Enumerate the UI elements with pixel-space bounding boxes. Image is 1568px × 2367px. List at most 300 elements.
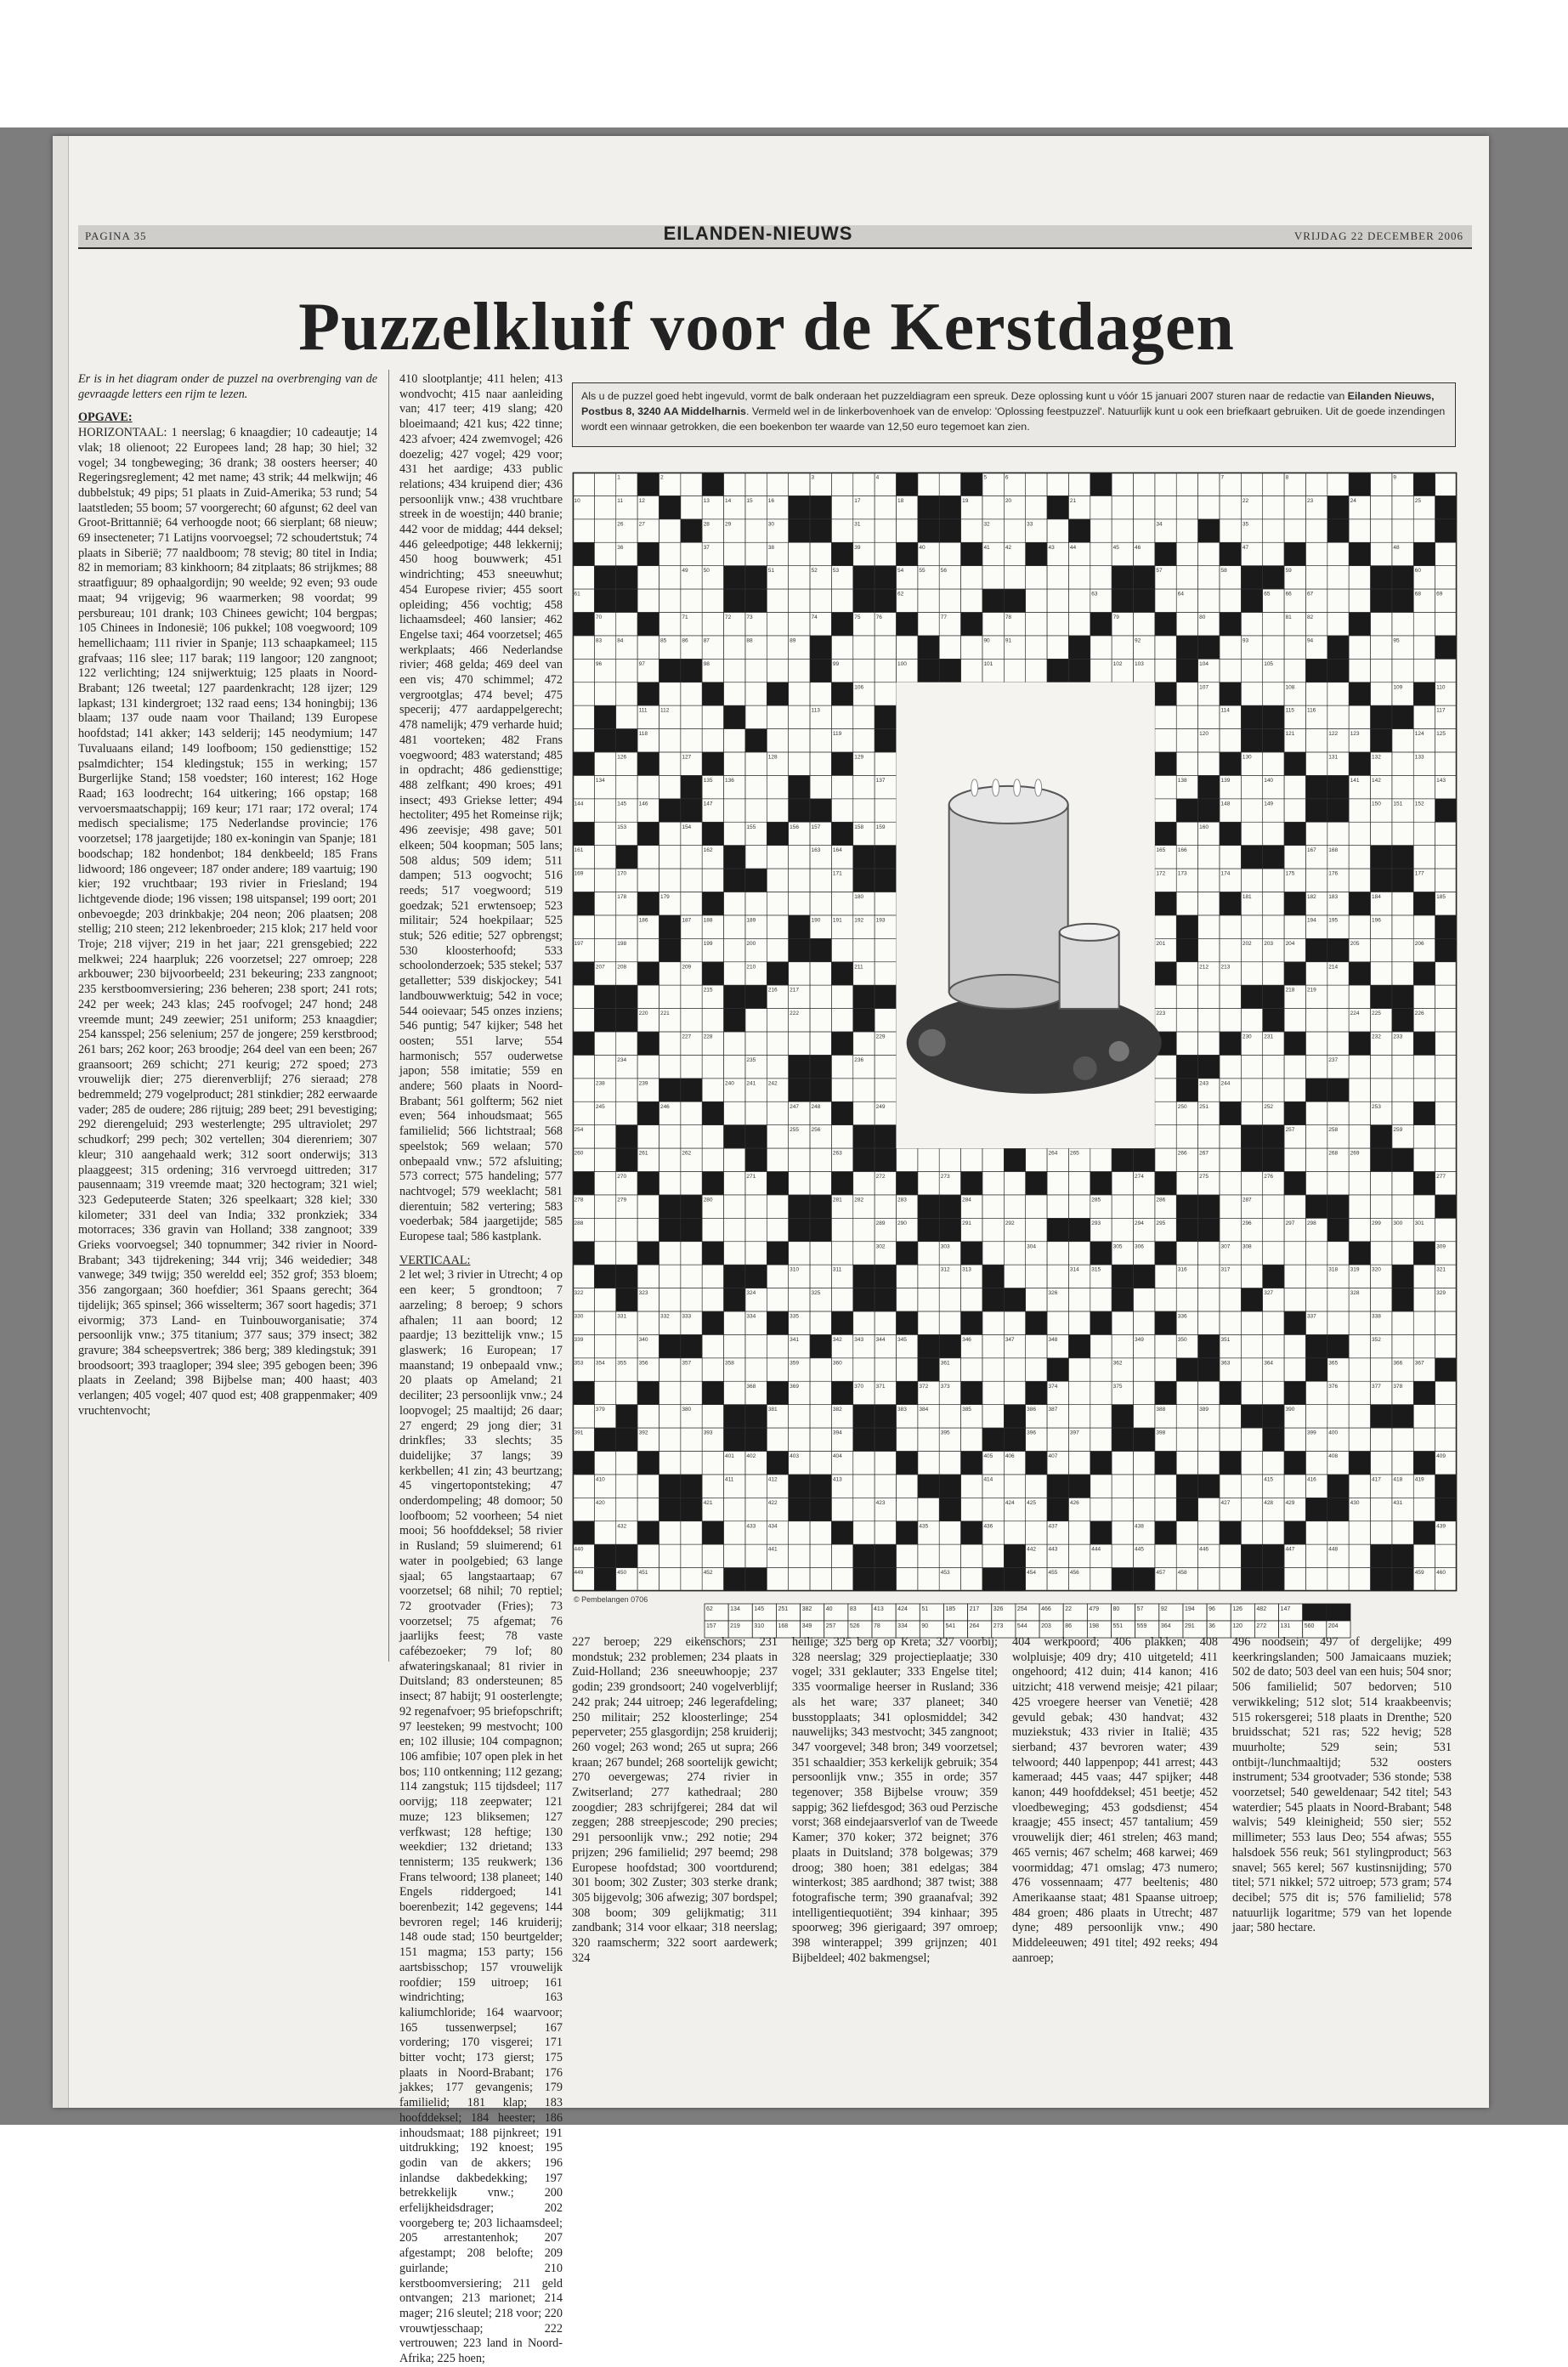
grid-block — [853, 985, 875, 1008]
cell-number: 139 — [1220, 777, 1231, 784]
cell-number: 396 — [1027, 1430, 1037, 1436]
cell-number: 211 — [854, 964, 863, 971]
cell-number: 450 — [617, 1570, 627, 1577]
cell-number: 394 — [832, 1430, 842, 1436]
cell-number: 32 — [983, 521, 990, 528]
grid-block — [1435, 1195, 1457, 1218]
cell-number: 442 — [1027, 1546, 1037, 1553]
cell-number: 263 — [832, 1150, 842, 1157]
grid-block — [1413, 473, 1435, 495]
grid-block — [1327, 775, 1349, 798]
grid-block — [702, 1311, 723, 1334]
cell-number: 389 — [1199, 1407, 1209, 1413]
cell-number: 82 — [1306, 614, 1314, 620]
grid-block — [1305, 1195, 1327, 1218]
cell-number: 142 — [1372, 777, 1381, 784]
grid-block — [745, 589, 767, 612]
grid-block — [1155, 1452, 1176, 1475]
cell-number: 399 — [1306, 1430, 1316, 1436]
cell-number: 46 — [1135, 544, 1141, 551]
cell-number: 328 — [1350, 1290, 1360, 1297]
grid-block — [875, 846, 896, 869]
grid-block — [767, 682, 788, 705]
newspaper-name: EILANDEN-NIEUWS — [663, 223, 853, 244]
cell-number: 225 — [1372, 1011, 1381, 1017]
cell-number: 359 — [790, 1360, 800, 1367]
cell-number: 236 — [854, 1056, 864, 1063]
grid-block — [637, 1452, 659, 1475]
cell-number: 258 — [1328, 1127, 1339, 1134]
cell-number: 165 — [1156, 847, 1166, 854]
issue-date: VRIJDAG 22 DECEMBER 2006 — [1293, 229, 1463, 242]
cell-number: 321 — [1436, 1266, 1446, 1273]
cell-number: 94 — [1306, 637, 1314, 644]
grid-block — [616, 1265, 637, 1288]
solution-cell-number: 257 — [825, 1623, 836, 1629]
grid-block — [1327, 1475, 1349, 1498]
cell-number: 444 — [1091, 1546, 1101, 1553]
solution-cell-number: 168 — [778, 1623, 789, 1629]
grid-block — [1349, 542, 1370, 565]
cell-number: 279 — [617, 1197, 627, 1203]
cell-number: 117 — [1436, 707, 1446, 714]
clues-column-2 — [399, 372, 563, 2367]
grid-block — [573, 1521, 594, 1544]
cell-number: 201 — [1156, 940, 1166, 947]
grid-block — [918, 659, 939, 682]
grid-block — [1241, 729, 1262, 752]
grid-block — [702, 822, 723, 845]
grid-block — [810, 1079, 831, 1101]
grid-block — [1155, 822, 1176, 845]
cell-number: 237 — [1328, 1056, 1339, 1063]
cell-number: 366 — [1393, 1360, 1403, 1367]
grid-block — [1392, 705, 1413, 728]
cell-number: 381 — [767, 1407, 778, 1413]
grid-block — [659, 495, 680, 518]
grid-block — [745, 1125, 767, 1148]
cell-number: 212 — [1199, 964, 1209, 971]
grid-block — [681, 1475, 702, 1498]
grid-block — [1220, 822, 1241, 845]
solution-cell-number: 541 — [945, 1623, 956, 1629]
cell-number: 47 — [1242, 544, 1249, 551]
grid-block — [1413, 1242, 1435, 1265]
grid-block — [616, 1288, 637, 1311]
grid-block — [1220, 1101, 1241, 1124]
grid-block — [724, 1568, 745, 1591]
grid-block — [1413, 542, 1435, 565]
cell-number: 57 — [1156, 568, 1163, 575]
cell-number: 49 — [682, 568, 688, 575]
cell-number: 161 — [574, 847, 584, 854]
cell-number: 377 — [1372, 1383, 1381, 1390]
grid-block — [637, 1032, 659, 1055]
cell-number: 63 — [1091, 591, 1098, 597]
grid-block — [573, 1242, 594, 1265]
cell-number: 453 — [940, 1570, 950, 1577]
solution-cell-number: 40 — [825, 1606, 833, 1612]
grid-block — [1371, 846, 1392, 869]
cell-number: 251 — [1199, 1103, 1209, 1110]
grid-block — [961, 1521, 982, 1544]
cell-number: 405 — [983, 1453, 993, 1459]
cell-number: 24 — [1350, 497, 1356, 504]
grid-block — [961, 1381, 982, 1404]
grid-block — [1413, 1101, 1435, 1124]
grid-block — [1263, 1265, 1284, 1288]
horizontal-clues-part-2: 410 slootplantje; 411 helen; 413 wondvocht; 415 naar aanleiding van; 417 teer; 419 slang; 420 bloeimaand; 421 kus; 422 tinne; 423 afvoer; 424 zwemvogel; 426 doezelig; 427 vogel; 429 voor; 431 het aardige; 433 public relations; 434 kruipend dier; 436 persoonlijk vnw.; 438 vruchtbare streek in de woestijn; 440 branie; 442 voor de middag; 444 deksel; 446 geleedpotige; 448 lekkernij; 450 hoog bouwwerk; 451 windrichting; 453 sneeuwhut; 454 Europese rivier; 455 soort opleiding; 456 vochtig; 458 lichaamsdeel; 460 lansier; 462 Engelse taxi; 464 voorzetsel; 465 werkplaats; 466 Nederlandse rivier; 468 gelda; 469 deel van een vis; 470 schimmel; 472 vergrootglas; 474 bevel; 475 specerij; 477 aardappelgerecht; 478 namelijk; 479 verharde huid; 481 voorteken; 482 Frans voegwoord; 483 waterstand; 485 in opdracht; 486 gediensttige; 488 zelfkant; 490 kroes; 491 insect; 493 Griekse letter; 494 hectoliter; 495 het Romeinse rijk; 496 zeevisje; 498 gave; 501 elkeen; 504 koopman; 505 lans; 508 aldus; 509 idem; 511 dampen; 513 oogvocht; 516 reeds; 517 voegwoord; 519 goedzak; 521 erwtensoep; 523 militair; 524 hoekpilaar; 525 stuk; 526 editie; 527 opbrengst; 530 kloosterhoofd; 533 schoolonderzoek; 535 stekel; 537 getalletter; 539 diskjockey; 541 landbouwwerktuig; 542 in voce; 544 ooievaar; 545 onzes inziens; 546 puntig; 547 kijker; 548 het oosten; 551 larve; 554 harmonisch; 557 ouderwetse japon; 558 imitatie; 559 en andere; 560 plaats in Noord-Brabant; 561 golfterm; 562 niet even; 564 inhoudsmaat; 565 familielid; 566 lichtstraal; 568 speelstok; 569 welaan; 570 onbepaald vnw.; 572 afsluiting; 573 correct; 575 handeling; 577 nachtvogel; 579 weeklacht; 581 dierentuin; 582 vertering; 583 voederbak; 584 jaargetijde; 585 Europese taal; 586 kastplank. — [399, 372, 563, 1244]
cell-number: 99 — [832, 660, 840, 667]
grid-block — [810, 1475, 831, 1498]
cell-number: 119 — [832, 731, 842, 738]
grid-block — [1026, 1311, 1047, 1334]
cell-number: 42 — [1005, 544, 1012, 551]
grid-block — [573, 613, 594, 636]
column-divider — [388, 370, 389, 1662]
cell-number: 261 — [638, 1150, 648, 1157]
solution-cell-number: 364 — [1160, 1623, 1171, 1629]
grid-block — [1220, 682, 1241, 705]
grid-block — [1284, 1101, 1305, 1124]
grid-block — [1155, 1381, 1176, 1404]
grid-block — [573, 752, 594, 775]
grid-block — [1220, 1521, 1241, 1544]
vertical-clues-part-4: 404 werkpoord; 406 plakken; 408 wolpluisje; 409 dry; 410 uitgeteld; 411 ongehoord; 412 duin; 414 kanon; 416 uitzicht; 418 verwend meisje; 421 pilaar; 425 vroegere heerser van Venetië; 428 gevuld gebak; 430 handvat; 432 muziekstuk; 433 rivier in Italië; 435 sierband; 437 bevroren water; 439 telwoord; 440 lappenpop; 441 arrest; 443 kameraad; 445 vaas; 447 spijker; 448 kanon; 449 hoofddeksel; 451 beetje; 452 vloedbeweging; 453 godsdienst; 454 kraagje; 455 insect; 457 tantalium; 459 vrouwelijk dier; 461 strelen; 463 mand; 465 vernis; 467 schelm; 468 karwei; 469 voormiddag; 471 omslag; 473 numero; 476 vossennaam; 477 beeltenis; 480 Amerikaanse staat; 481 Spaanse uitroep; 484 groen; 486 plaats in Utrecht; 487 dyne; 489 persoonlijk vnw.; 490 Middeleeuwen; 491 titel; 492 reeks; 494 aanroep; — [1012, 1635, 1218, 1965]
cell-number: 240 — [725, 1080, 734, 1087]
grid-block — [1392, 846, 1413, 869]
cell-number: 369 — [790, 1383, 800, 1390]
grid-block — [1349, 1242, 1370, 1265]
grid-block — [961, 1172, 982, 1195]
grid-block — [1004, 1568, 1025, 1591]
cell-number: 197 — [574, 940, 584, 947]
solution-cell-number: 479 — [1089, 1606, 1100, 1612]
solution-cell-number: 559 — [1136, 1623, 1147, 1629]
cell-number: 336 — [1177, 1313, 1187, 1320]
grid-block — [1198, 775, 1220, 798]
solution-cell-number: 83 — [849, 1606, 857, 1612]
vertical-clues-part-2: 227 beroep; 229 eikenschors; 231 mondstuk; 232 problemen; 234 plaats in Zuid-Holland; 236 sneeuwhoopje; 237 godin; 239 grondsoort; 240 vogelverblijf; 242 prak; 244 uitroep; 246 legerafdeling; 250 militair; 252 kloosterlinge; 254 peperveter; 255 glasgordijn; 258 kruiderij; 260 vogel; 263 wond; 265 ut supra; 266 kraan; 267 bundel; 268 soortelijk gewicht; 270 oevergewas; 274 rivier in Zwitserland; 277 kathedraal; 280 zoogdier; 283 schrijfgerei; 284 dat wil zeggen; 288 streepjescode; 290 precies; 291 persoonlijk vnw.; 292 notie; 294 prijzen; 296 familielid; 297 beemd; 298 Europese hoofdstad; 300 voortdurend; 301 boom; 302 Zuster; 303 sterke drank; 305 bijgevolg; 306 afwezig; 307 bordspel; 308 boom; 309 gelijkmatig; 311 zandbank; 314 voor elkaar; 318 neerslag; 320 raamscherm; 322 soort aardewerk; 324 — [572, 1635, 778, 1965]
cell-number: 205 — [1350, 940, 1360, 947]
grid-block — [573, 1032, 594, 1055]
cell-number: 347 — [1005, 1336, 1015, 1343]
cell-number: 38 — [767, 544, 775, 551]
grid-block — [702, 1521, 723, 1544]
cell-number: 187 — [682, 917, 692, 924]
grid-block — [724, 1428, 745, 1451]
grid-block — [831, 1101, 852, 1124]
cell-number: 443 — [1048, 1546, 1058, 1553]
grid-block — [1241, 589, 1262, 612]
cell-number: 325 — [811, 1290, 821, 1297]
cell-number: 182 — [1306, 894, 1316, 900]
cell-number: 242 — [767, 1080, 778, 1087]
grid-block — [1176, 1475, 1197, 1498]
cell-number: 108 — [1285, 684, 1295, 691]
cell-number: 145 — [617, 801, 627, 807]
cell-number: 17 — [854, 497, 861, 504]
grid-block — [724, 846, 745, 869]
grid-block — [1413, 1381, 1435, 1404]
grid-block — [1327, 1218, 1349, 1241]
solution-cell-number: 291 — [1184, 1623, 1195, 1629]
grid-block — [789, 495, 810, 518]
cell-number: 284 — [962, 1197, 971, 1203]
cell-number: 208 — [617, 964, 627, 971]
grid-block — [573, 1452, 594, 1475]
cell-number: 214 — [1328, 964, 1339, 971]
cell-number: 262 — [682, 1150, 692, 1157]
solution-block — [1303, 1604, 1327, 1621]
cell-number: 75 — [854, 614, 861, 620]
grid-block — [875, 729, 896, 752]
grid-block — [789, 1055, 810, 1078]
grid-block — [939, 1475, 960, 1498]
cell-number: 93 — [1242, 637, 1249, 644]
cell-number: 61 — [574, 591, 580, 597]
grid-block — [1112, 1405, 1133, 1428]
grid-block — [1112, 1148, 1133, 1171]
grid-block — [1155, 1172, 1176, 1195]
puzzle-intro: Er is in het diagram onder de puzzel na overbrenging van de gevraagde letters een rijm te lezen. — [78, 372, 377, 401]
cell-number: 84 — [617, 637, 624, 644]
cell-number: 91 — [1005, 637, 1012, 644]
cell-number: 86 — [682, 637, 688, 644]
grid-block — [702, 473, 723, 495]
cell-number: 143 — [1436, 777, 1446, 784]
cell-number: 283 — [897, 1197, 907, 1203]
cell-number: 440 — [574, 1546, 584, 1553]
crossword-grid — [573, 473, 1457, 1591]
cell-number: 332 — [659, 1313, 670, 1320]
cell-number: 147 — [703, 801, 713, 807]
grid-block — [789, 775, 810, 798]
cell-number: 415 — [1264, 1476, 1274, 1483]
cell-number: 239 — [638, 1080, 648, 1087]
grid-block — [1068, 1475, 1090, 1498]
cell-number: 335 — [790, 1313, 800, 1320]
grid-block — [810, 519, 831, 542]
grid-block — [1327, 938, 1349, 961]
cell-number: 158 — [854, 824, 864, 830]
cell-number: 133 — [1414, 754, 1424, 761]
cell-number: 98 — [703, 660, 710, 667]
cell-number: 29 — [725, 521, 732, 528]
cell-number: 231 — [1264, 1033, 1274, 1040]
cell-number: 162 — [703, 847, 713, 854]
cell-number: 376 — [1328, 1383, 1339, 1390]
grid-block — [1392, 1544, 1413, 1567]
cell-number: 446 — [1199, 1546, 1209, 1553]
cell-number: 282 — [854, 1197, 864, 1203]
grid-block — [1047, 495, 1068, 518]
grid-block — [659, 799, 680, 822]
cell-number: 59 — [1285, 568, 1292, 575]
cell-number: 164 — [832, 847, 842, 854]
grid-block — [1305, 775, 1327, 798]
grid-block — [724, 589, 745, 612]
cell-number: 452 — [703, 1570, 713, 1577]
grid-block — [767, 1242, 788, 1265]
grid-block — [1371, 705, 1392, 728]
grid-block — [875, 1148, 896, 1171]
cell-number: 157 — [811, 824, 821, 830]
vertical-clues-part-3: heilige; 325 berg op Kreta; 327 voorbij; 328 neerslag; 329 projectieplaatje; 330 vogel; 331 geklauter; 333 Engelse titel; 335 voormalige heerser in Rusland; 336 als het ware; 337 planeet; 340 busstopplaats; 341 oplosmiddel; 342 nauwelijks; 343 mestvocht; 345 zangnoot; 347 voorgevel; 348 bron; 349 voorzetsel; 351 schaaldier; 353 kerkelijk gebruik; 354 persoonlijk vnw.; 355 in orde; 357 tegenover; 358 Bijbelse vrouw; 359 sappig; 362 liefdesgod; 363 oud Perzische vorst; 368 eindejaarsverlof van de Tweede Kamer; 370 koker; 372 beignet; 376 plaats in Duitsland; 378 bolgewas; 379 droog; 380 hoen; 381 edelgas; 384 winterkost; 385 aardhond; 387 twist; 388 fotografische term; 390 graanafval; 392 intelligentiequotiënt; 394 kinhaar; 395 spoorweg; 396 gierigaard; 397 omroep; 398 winterappel; 399 grijnzen; 401 Bijbeldeel; 402 bakmengsel; — [792, 1635, 998, 1965]
cell-number: 403 — [790, 1453, 800, 1459]
grid-block — [939, 1218, 960, 1241]
cell-number: 111 — [638, 707, 648, 714]
cell-number: 105 — [1264, 660, 1274, 667]
grid-block — [1305, 1498, 1327, 1520]
cell-number: 207 — [595, 964, 605, 971]
grid-block — [1047, 1218, 1068, 1241]
cell-number: 432 — [617, 1523, 627, 1530]
grid-block — [659, 1079, 680, 1101]
cell-number: 128 — [767, 754, 778, 761]
grid-block — [681, 1218, 702, 1241]
grid-block — [573, 542, 594, 565]
cell-number: 25 — [1414, 497, 1422, 504]
cell-number: 392 — [638, 1430, 648, 1436]
cell-number: 304 — [1027, 1243, 1037, 1250]
cell-number: 429 — [1285, 1499, 1295, 1506]
cell-number: 427 — [1220, 1499, 1231, 1506]
grid-block — [1241, 1568, 1262, 1591]
cell-number: 194 — [1306, 917, 1316, 924]
grid-block — [1241, 1148, 1262, 1171]
grid-block — [1155, 682, 1176, 705]
cell-number: 160 — [1199, 824, 1209, 830]
solution-cell-number: 126 — [1232, 1606, 1243, 1612]
cell-number: 430 — [1350, 1499, 1360, 1506]
cell-number: 275 — [1199, 1174, 1209, 1180]
cell-number: 287 — [1242, 1197, 1252, 1203]
cell-number: 51 — [767, 568, 775, 575]
cell-number: 280 — [703, 1197, 713, 1203]
grid-block — [659, 1334, 680, 1357]
cell-number: 342 — [832, 1336, 842, 1343]
grid-block — [1112, 566, 1133, 589]
grid-block — [1134, 1428, 1155, 1451]
grid-block — [1112, 589, 1133, 612]
cell-number: 260 — [574, 1150, 584, 1157]
grid-block — [1241, 1405, 1262, 1428]
cell-number: 338 — [1372, 1313, 1381, 1320]
cell-number: 307 — [1220, 1243, 1231, 1250]
grid-block — [1241, 566, 1262, 589]
notice-text: Als u de puzzel goed hebt ingevuld, vormt de balk onderaan het puzzeldiagram een spreuk. Deze oplossing kunt u vóór 15 januari 2007 sturen naar de redactie van — [581, 390, 1348, 402]
cell-number: 268 — [1328, 1150, 1339, 1157]
grid-block — [637, 682, 659, 705]
grid-block — [896, 542, 917, 565]
cell-number: 62 — [897, 591, 904, 597]
cell-number: 11 — [617, 497, 623, 504]
grid-block — [1284, 1452, 1305, 1475]
cell-number: 45 — [1112, 544, 1119, 551]
cell-number: 400 — [1328, 1430, 1339, 1436]
solution-cell-number: 526 — [849, 1623, 860, 1629]
solution-cell-number: 86 — [1065, 1623, 1073, 1629]
grid-block — [1435, 495, 1457, 518]
cell-number: 255 — [790, 1127, 800, 1134]
grid-block — [681, 1334, 702, 1357]
solution-cell-number: 219 — [730, 1623, 740, 1629]
cell-number: 270 — [617, 1174, 627, 1180]
grid-block — [1176, 1195, 1197, 1218]
cell-number: 371 — [875, 1383, 886, 1390]
grid-block — [659, 1475, 680, 1498]
cell-number: 154 — [682, 824, 692, 830]
cell-number: 330 — [574, 1313, 584, 1320]
cell-number: 120 — [1199, 731, 1209, 738]
cell-number: 365 — [1328, 1360, 1339, 1367]
grid-block — [810, 1055, 831, 1078]
grid-block — [789, 1195, 810, 1218]
cell-number: 435 — [919, 1523, 929, 1530]
cell-number: 351 — [1220, 1336, 1231, 1343]
solution-cell-number: 424 — [897, 1606, 908, 1612]
grid-block — [637, 1172, 659, 1195]
grid-block — [767, 1172, 788, 1195]
cell-number: 308 — [1242, 1243, 1252, 1250]
grid-block — [831, 962, 852, 985]
cell-number: 104 — [1199, 660, 1209, 667]
grid-block — [637, 752, 659, 775]
cell-number: 20 — [1005, 497, 1012, 504]
grid-block — [939, 1498, 960, 1520]
grid-block — [875, 1288, 896, 1311]
grid-block — [1155, 752, 1176, 775]
cell-number: 356 — [638, 1360, 648, 1367]
grid-block — [810, 1218, 831, 1241]
grid-block — [810, 659, 831, 682]
vertical-clues-part-5: 496 noodsein; 497 of dergelijke; 499 keerkringslanden; 500 Jamaicaans muziek; 502 de dato; 503 deel van een huis; 504 snor; 506 familielid; 507 bedorven; 510 verwikkeling; 512 slot; 514 kraakbeenvis; 515 rokersgerei; 518 plaats in Drenthe; 520 bruidsschat; 521 ras; 522 hevig; 528 muurholte; 529 sein; 531 ontbijt-/lunchmaaltijd; 532 oosters instrument; 534 grootvader; 536 stonde; 538 voorzetsel; 540 geweldenaar; 542 titel; 543 waterdier; 545 plaats in Noord-Brabant; 548 walvis; 549 kleinigheid; 550 sier; 552 millimeter; 553 laus Deo; 554 afwas; 555 halsdoek 556 reuk; 561 stylingproduct; 563 snavel; 565 kerel; 567 kustinsnijding; 570 titel; 571 nikkel; 572 uitroep; 573 gram; 574 decibel; 575 dit is; 576 familielid; 578 natuurlijk logaritme; 579 van het lopende jaar; 580 hectare. — [1232, 1635, 1452, 1935]
grid-block — [745, 729, 767, 752]
cell-number: 406 — [1005, 1453, 1015, 1459]
cell-number: 60 — [1414, 568, 1422, 575]
cell-number: 343 — [854, 1336, 864, 1343]
grid-block — [918, 1195, 939, 1218]
cell-number: 367 — [1414, 1360, 1424, 1367]
grid-block — [896, 1521, 917, 1544]
cell-number: 71 — [682, 614, 688, 620]
cell-number: 317 — [1220, 1266, 1231, 1273]
solution-cell-number: 131 — [1280, 1623, 1291, 1629]
cell-number: 97 — [638, 660, 645, 667]
grid-block — [918, 1334, 939, 1357]
grid-block — [1284, 1381, 1305, 1404]
grid-block — [1435, 1475, 1457, 1498]
solution-cell-number: 544 — [1016, 1623, 1027, 1629]
solution-cell-number: 349 — [801, 1623, 812, 1629]
cell-number: 202 — [1242, 940, 1252, 947]
grid-block — [831, 1521, 852, 1544]
opgave-heading: OPGAVE: — [78, 411, 133, 425]
grid-block — [702, 1172, 723, 1195]
grid-block — [1349, 473, 1370, 495]
cell-number: 44 — [1069, 544, 1077, 551]
cell-number: 445 — [1135, 1546, 1144, 1553]
grid-block — [1349, 892, 1370, 915]
grid-block — [1176, 1079, 1197, 1101]
grid-block — [1068, 659, 1090, 682]
cell-number: 131 — [1328, 754, 1339, 761]
grid-block — [1198, 1358, 1220, 1381]
cell-number: 230 — [1242, 1033, 1252, 1040]
cell-number: 419 — [1414, 1476, 1424, 1483]
grid-block — [961, 1242, 982, 1265]
